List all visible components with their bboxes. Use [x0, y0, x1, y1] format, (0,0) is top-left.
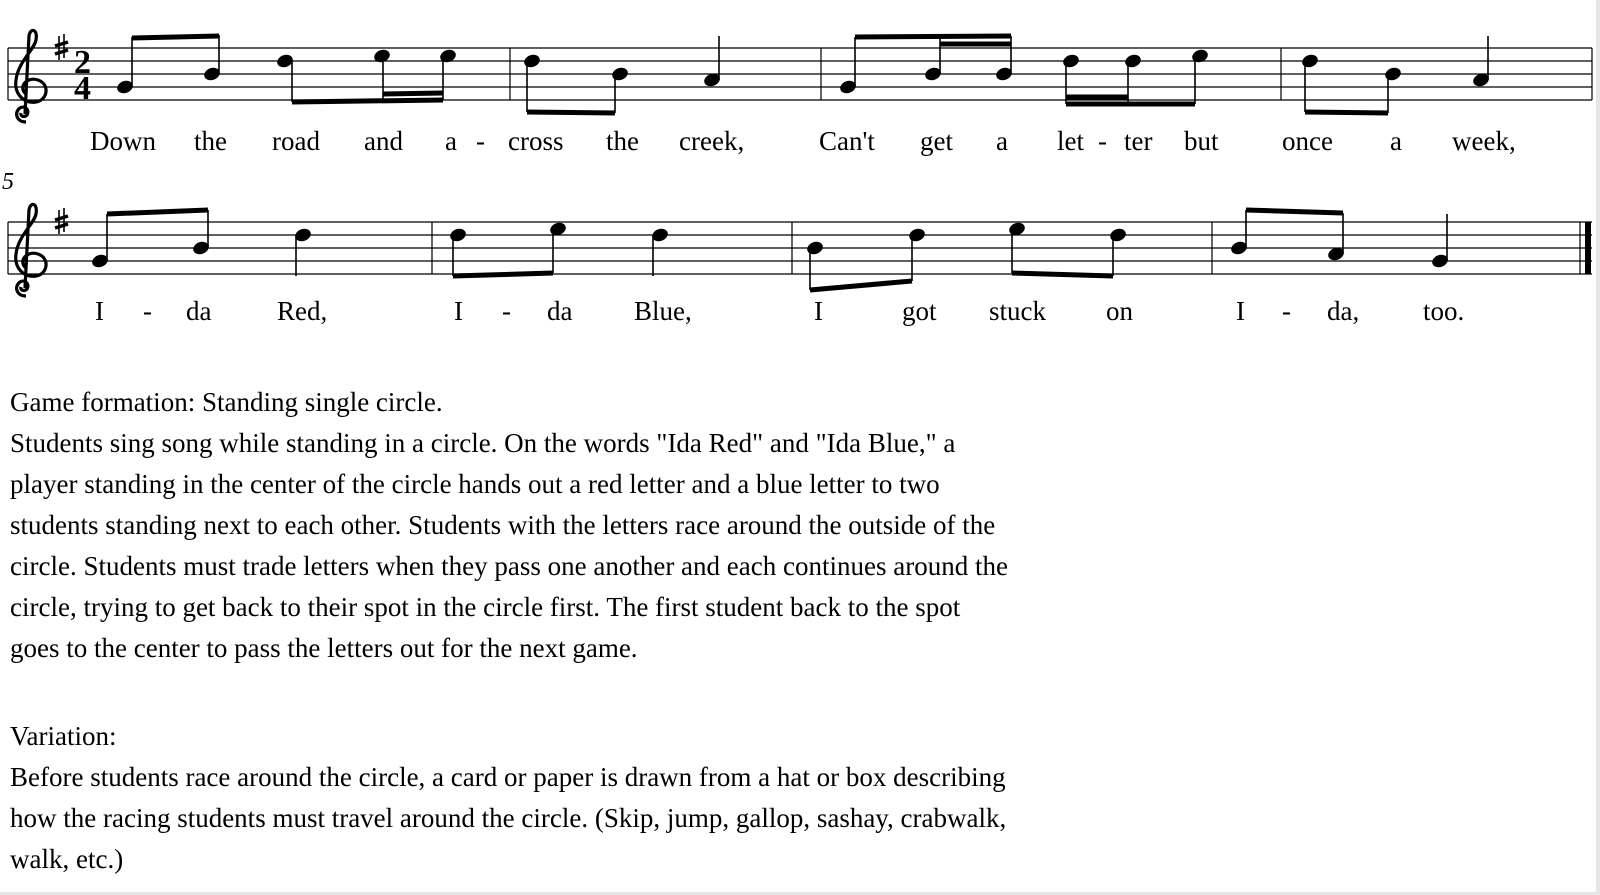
variation-line: Before students race around the circle, a card or paper is drawn from a hat or box describing — [10, 762, 1006, 792]
instruction-line: goes to the center to pass the letters out for the next game. — [10, 633, 638, 663]
lyric-syllable: I — [95, 296, 104, 326]
lyric-syllable: Blue, — [634, 296, 692, 326]
staff-2 — [8, 204, 1592, 326]
page-edge — [1596, 0, 1600, 895]
lyric-hyphen: - — [476, 126, 485, 156]
key-signature-sharp-icon — [55, 34, 68, 60]
lyric-syllable: Down — [90, 126, 156, 156]
variation-line: walk, etc.) — [10, 844, 124, 874]
lyric-syllable: ter — [1124, 126, 1153, 156]
treble-clef-icon — [16, 30, 46, 122]
lyric-syllable: week, — [1452, 126, 1516, 156]
lyric-syllable: creek, — [679, 126, 745, 156]
lyric-syllable: a — [445, 126, 457, 156]
time-signature-top: 2 — [74, 44, 91, 81]
lyric-syllable: the — [606, 126, 639, 156]
instruction-line: circle. Students must trade letters when they pass one another and each continues around the — [10, 551, 1008, 581]
variation-line: how the racing students must travel around the circle. (Skip, jump, gallop, sashay, crabwalk, — [10, 803, 1007, 833]
treble-clef-icon — [16, 204, 46, 296]
lyrics-line-1 — [90, 126, 1516, 156]
lyric-syllable: but — [1184, 126, 1219, 156]
staff-1 — [8, 30, 1592, 156]
lyric-syllable: road — [272, 126, 320, 156]
time-signature — [74, 44, 91, 107]
lyric-syllable: let — [1057, 126, 1084, 156]
measure-number: 5 — [2, 169, 14, 195]
lyric-hyphen: - — [1098, 126, 1107, 156]
lyric-syllable: got — [902, 296, 937, 326]
lyric-syllable: the — [194, 126, 227, 156]
lyric-hyphen: - — [143, 296, 152, 326]
lyric-syllable: cross — [508, 126, 564, 156]
lyric-syllable: da — [547, 296, 573, 326]
lyric-syllable: on — [1106, 296, 1133, 326]
instruction-line: students standing next to each other. Students with the letters race around the outside of the — [10, 510, 996, 540]
lyric-syllable: a — [1390, 126, 1402, 156]
lyric-syllable: a — [996, 126, 1008, 156]
game-formation-section — [10, 382, 1140, 669]
lyric-syllable: get — [920, 126, 953, 156]
time-signature-bottom: 4 — [74, 70, 91, 107]
lyric-hyphen: - — [1282, 296, 1291, 326]
lyric-syllable: once — [1282, 126, 1333, 156]
key-signature-sharp-icon — [55, 208, 68, 234]
lyric-syllable: Can't — [819, 126, 875, 156]
variation-section — [10, 716, 1140, 880]
lyric-hyphen: - — [502, 296, 511, 326]
lyric-syllable: too. — [1423, 296, 1465, 326]
lyrics-line-2 — [95, 296, 1464, 326]
variation-heading: Variation: — [10, 721, 117, 751]
lyric-syllable: I — [814, 296, 823, 326]
lyric-syllable: and — [364, 126, 403, 156]
lyric-syllable: I — [454, 296, 463, 326]
lyric-syllable: Red, — [277, 296, 328, 326]
game-formation-heading: Game formation: Standing single circle. — [10, 387, 443, 417]
lyric-syllable: da, — [1327, 296, 1360, 326]
instruction-line: player standing in the center of the circle hands out a red letter and a blue letter to two — [10, 469, 940, 499]
lyric-syllable: stuck — [989, 296, 1046, 326]
music-score — [0, 0, 1600, 340]
lyric-syllable: I — [1236, 296, 1245, 326]
lyric-syllable: da — [186, 296, 212, 326]
instruction-line: circle, trying to get back to their spot in the circle first. The first student back to the spot — [10, 592, 961, 622]
instruction-line: Students sing song while standing in a circle. On the words "Ida Red" and "Ida Blue," a — [10, 428, 956, 458]
